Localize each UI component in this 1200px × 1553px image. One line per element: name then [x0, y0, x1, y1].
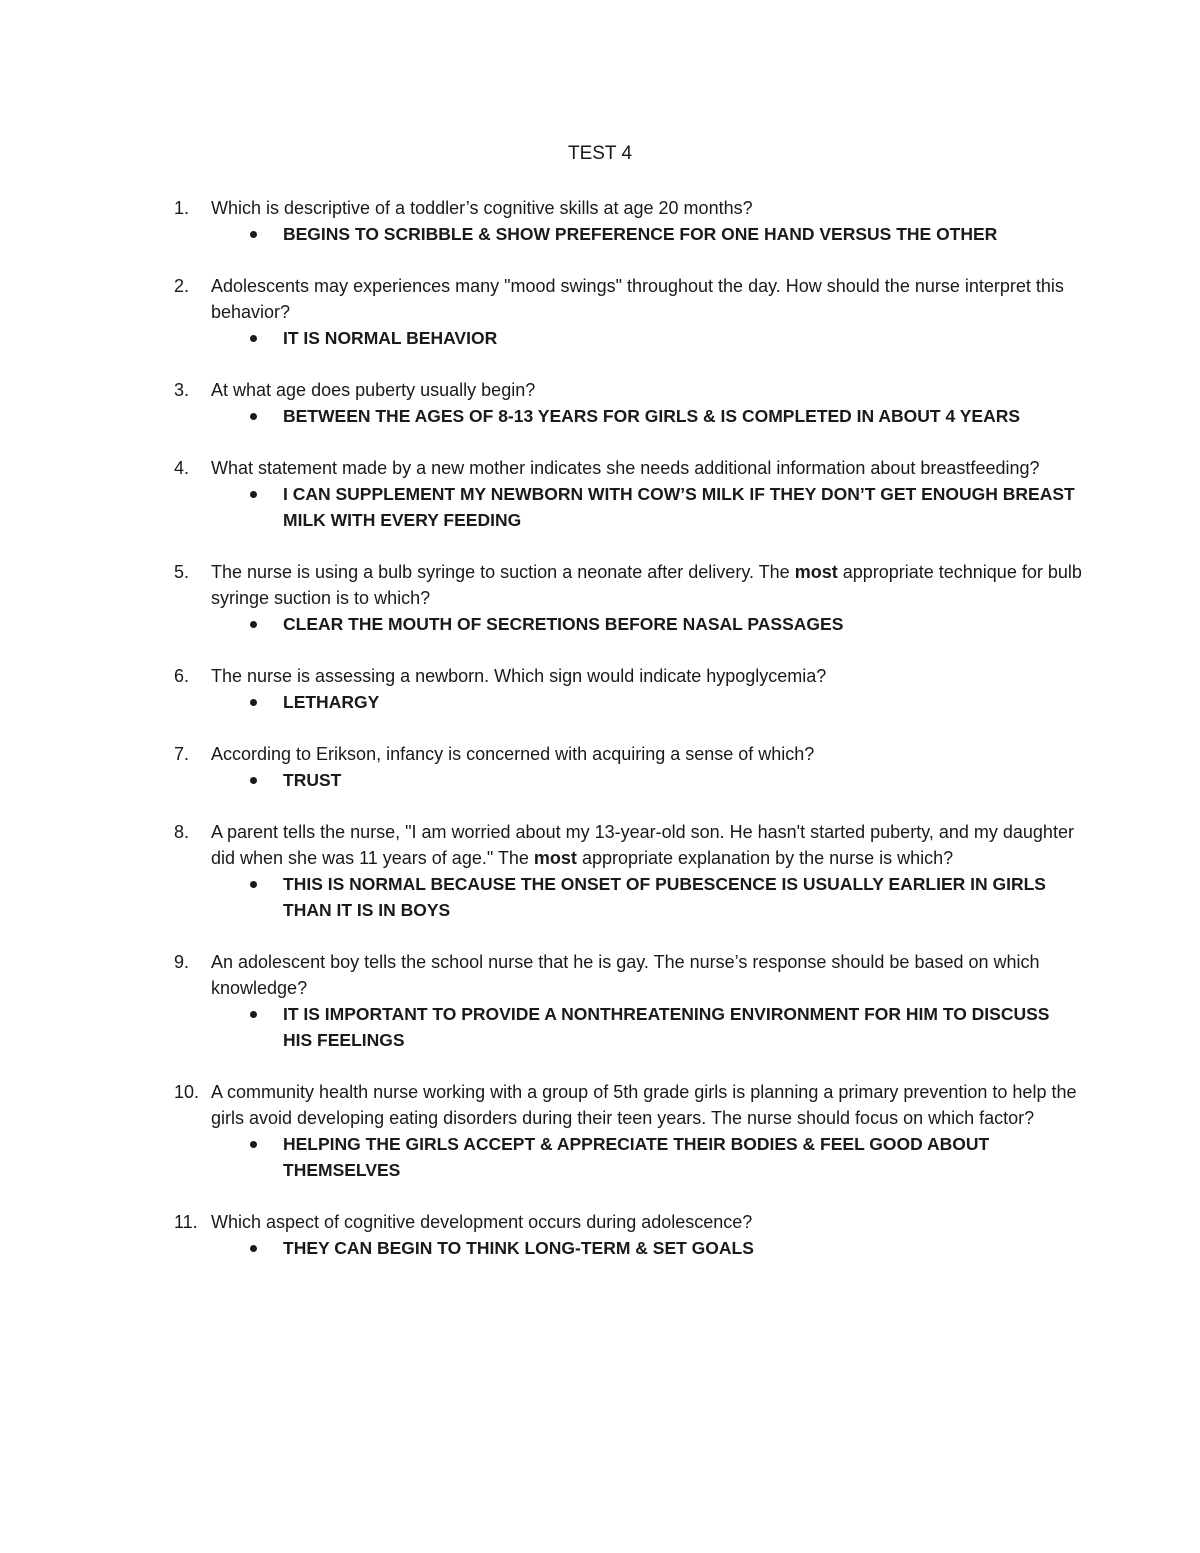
bullet-icon [250, 231, 257, 238]
question-item [0, 741, 1200, 793]
question-number: 9. [174, 952, 190, 972]
bullet-icon [250, 1011, 257, 1018]
answer-text: HELPING THE GIRLS ACCEPT & APPRECIATE THEIR BODIES & FEEL GOOD ABOUT THEMSELVES [283, 1134, 990, 1180]
answer-text: TRUST [283, 770, 342, 790]
question-item [0, 949, 1200, 1053]
question-item [0, 663, 1200, 715]
question-item [0, 1209, 1200, 1261]
answer-text: CLEAR THE MOUTH OF SECRETIONS BEFORE NASAL PASSAGES [283, 614, 844, 634]
question-number: 6. [174, 666, 190, 686]
question-item [0, 195, 1200, 247]
answer-item [283, 1235, 1083, 1261]
question-text: What statement made by a new mother indicates she needs additional information about breastfeeding? [211, 458, 1040, 478]
answer-text: I CAN SUPPLEMENT MY NEWBORN WITH COW’S MILK IF THEY DON’T GET ENOUGH BREAST MILK WITH EVERY FEEDING [283, 484, 1075, 530]
question-item [0, 1079, 1200, 1183]
answer-text: BETWEEN THE AGES OF 8-13 YEARS FOR GIRLS & IS COMPLETED IN ABOUT 4 YEARS [283, 406, 1021, 426]
answer-item [283, 767, 1083, 793]
answer-text: THIS IS NORMAL BECAUSE THE ONSET OF PUBESCENCE IS USUALLY EARLIER IN GIRLS THAN IT IS IN BOYS [283, 874, 1046, 920]
question-item [0, 273, 1200, 351]
bullet-icon [250, 335, 257, 342]
question-text: At what age does puberty usually begin? [211, 380, 536, 400]
answer-item [283, 221, 1083, 247]
answer-item [283, 871, 1083, 923]
bullet-icon [250, 1245, 257, 1252]
question-text: The nurse is using a bulb syringe to suction a neonate after delivery. The most appropriate technique for bulb syringe suction is to which? [211, 562, 1082, 608]
answer-item [283, 325, 1083, 351]
bullet-icon [250, 491, 257, 498]
answer-item [283, 611, 1083, 637]
bullet-icon [250, 699, 257, 706]
page-title: TEST 4 [567, 143, 633, 164]
question-number: 4. [174, 458, 190, 478]
question-text: Which is descriptive of a toddler’s cognitive skills at age 20 months? [211, 198, 753, 218]
question-number: 5. [174, 562, 190, 582]
question-text: A community health nurse working with a group of 5th grade girls is planning a primary prevention to help the girls avoid developing eating disorders during their teen years. The nurse should focus on which factor? [211, 1082, 1077, 1128]
question-number: 1. [174, 198, 190, 218]
question-text: Adolescents may experiences many "mood swings" throughout the day. How should the nurse interpret this behavior? [211, 276, 1064, 322]
question-item [0, 377, 1200, 429]
emphasis-text: most [533, 848, 577, 868]
bullet-icon [250, 1141, 257, 1148]
question-number: 10. [174, 1082, 200, 1102]
answer-text: BEGINS TO SCRIBBLE & SHOW PREFERENCE FOR ONE HAND VERSUS THE OTHER [283, 224, 998, 244]
emphasis-text: most [794, 562, 838, 582]
question-item [0, 455, 1200, 533]
answer-item [283, 481, 1083, 533]
answer-text: THEY CAN BEGIN TO THINK LONG-TERM & SET GOALS [283, 1238, 754, 1258]
bullet-icon [250, 621, 257, 628]
answer-item [283, 403, 1083, 429]
answer-item [283, 689, 1083, 715]
question-number: 8. [174, 822, 190, 842]
answer-item [283, 1001, 1083, 1053]
answer-item [283, 1131, 1083, 1183]
answer-text: IT IS NORMAL BEHAVIOR [283, 328, 498, 348]
question-text: The nurse is assessing a newborn. Which sign would indicate hypoglycemia? [211, 666, 827, 686]
question-text: A parent tells the nurse, "I am worried about my 13-year-old son. He hasn't started puberty, and my daughter did when she was 11 years of age." The most appropriate explanation by the nurse is which? [211, 822, 1074, 868]
question-text: According to Erikson, infancy is concerned with acquiring a sense of which? [211, 744, 815, 764]
question-item [0, 559, 1200, 637]
bullet-icon [250, 413, 257, 420]
bullet-icon [250, 881, 257, 888]
question-number: 2. [174, 276, 190, 296]
bullet-icon [250, 777, 257, 784]
question-number: 7. [174, 744, 190, 764]
question-number: 11. [174, 1212, 198, 1232]
question-text: An adolescent boy tells the school nurse that he is gay. The nurse’s response should be based on which knowledge? [211, 952, 1040, 998]
question-list [0, 195, 1200, 1287]
answer-text: IT IS IMPORTANT TO PROVIDE A NONTHREATENING ENVIRONMENT FOR HIM TO DISCUSS HIS FEELINGS [283, 1004, 1050, 1050]
question-item [0, 819, 1200, 923]
question-number: 3. [174, 380, 190, 400]
answer-text: LETHARGY [283, 692, 380, 712]
question-text: Which aspect of cognitive development occurs during adolescence? [211, 1212, 753, 1232]
